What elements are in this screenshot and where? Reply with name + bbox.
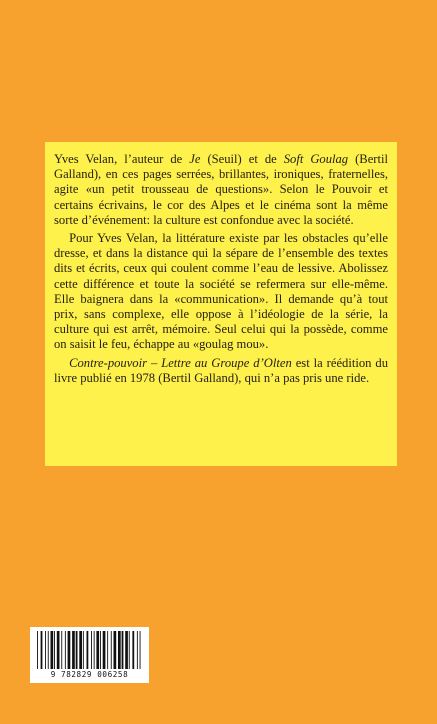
barcode-stripe xyxy=(100,631,101,669)
blurb-paragraph-1 xyxy=(54,152,388,228)
barcode-stripe xyxy=(54,631,55,669)
barcode-number: 9 782829 006258 xyxy=(50,670,129,679)
barcode-stripe xyxy=(48,631,49,669)
barcode-stripe xyxy=(107,631,108,669)
barcode-stripe xyxy=(125,631,128,669)
blurb-paragraph-3 xyxy=(54,356,388,386)
blurb-text: est la réédition du livre publié en 1978 (Bertil Galland), qui n’a pas pris une ride. xyxy=(54,355,388,385)
barcode-stripe xyxy=(122,631,124,669)
isbn-barcode xyxy=(30,627,149,683)
barcode-stripe xyxy=(83,631,84,669)
barcode-stripe xyxy=(87,631,89,669)
blurb-paragraph-2: Pour Yves Velan, la littérature existe par les obstacles qu’elle dresse, et dans la distance qui la sépare de l’ensemble des textes dits et écrits, ceux qui coulent comme l’eau de lessive. Abolissez cette différence et toute la société se refermera sur elle-même. Elle baignera dans la «communication». Il demande qu’à tout prix, sans complexe, elle oppose à l’idéologie de la série, la culture qui est arrêt, mémoire. Seul celui qui la possède, comme on saisit le feu, échappe au «goulag mou». xyxy=(54,231,388,352)
barcode-stripe xyxy=(96,631,99,669)
barcode-stripe xyxy=(45,631,46,669)
blurb-text: (Seuil) et de xyxy=(200,152,284,166)
barcode-stripe xyxy=(114,631,117,669)
barcode-stripe xyxy=(129,631,130,669)
barcode-stripe xyxy=(57,631,60,669)
barcode-stripe xyxy=(94,631,95,669)
book-title-soft-goulag: Soft Goulag xyxy=(283,152,349,166)
blurb-text: (Bertil Galland), en ces pages serrées, brillantes, ironiques, fraternelles, agite «un petit trousseau de questions». Selon le Pouvoir et certains écrivains, le cor des Alpes et le cinéma sont la même sorte d’événement: la culture est confondue avec la société. xyxy=(54,152,388,227)
book-title-contre-pouvoir: Contre-pouvoir – Lettre au Groupe d’Olten xyxy=(69,355,292,370)
barcode-stripe xyxy=(118,631,121,669)
barcode-stripe xyxy=(79,631,82,669)
barcode-stripe xyxy=(41,631,43,669)
barcode-stripe xyxy=(140,631,141,669)
barcode-stripe xyxy=(132,631,134,669)
barcode-stripe xyxy=(65,631,66,669)
barcode-stripe xyxy=(37,631,38,669)
barcode-stripe xyxy=(72,631,75,669)
barcode-stripe xyxy=(137,631,138,669)
barcode-stripe xyxy=(68,631,71,669)
barcode-stripe xyxy=(111,631,112,669)
barcode-stripe xyxy=(91,631,92,669)
barcode-stripe xyxy=(103,631,106,669)
book-title-je: Je xyxy=(189,152,201,166)
back-cover-blurb xyxy=(45,142,397,466)
barcode-stripe xyxy=(61,631,62,669)
barcode-stripe xyxy=(51,631,54,669)
blurb-text: Yves Velan, l’auteur de xyxy=(54,152,190,166)
barcode-stripe xyxy=(76,631,78,669)
barcode-bars xyxy=(35,631,144,669)
